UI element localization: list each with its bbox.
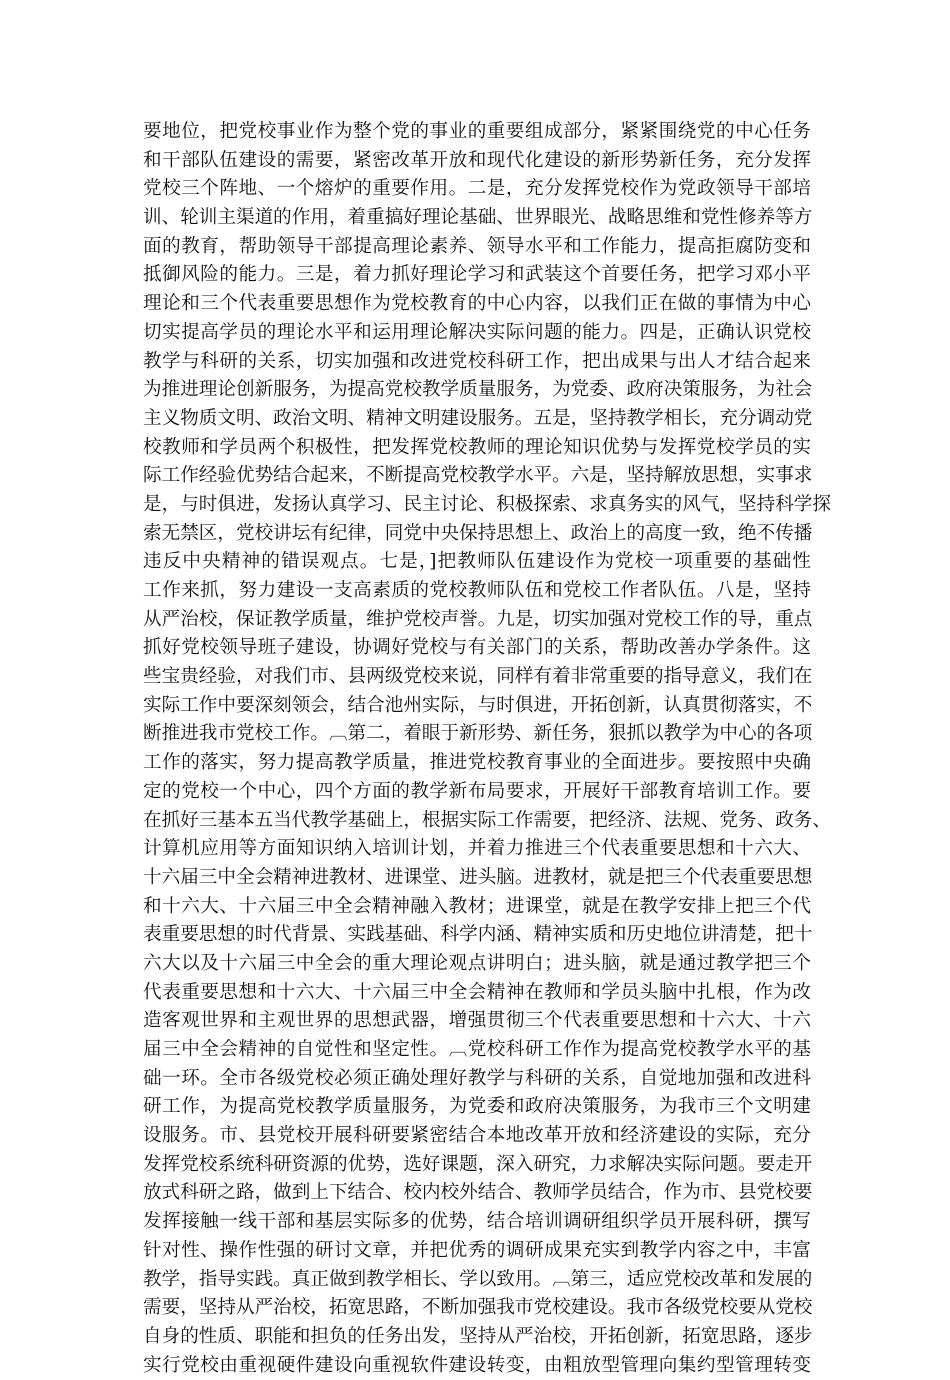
text-line: 实行党校由重视硬件建设向重视软件建设转变，由粗放型管理向集约型管理转变 (143, 1354, 811, 1376)
text-line: 教学，指导实践。真正做到教学相长、学以致用。︹第三，适应党校改革和发展的 (143, 1268, 813, 1290)
text-line: 际工作经验优势结合起来，不断提高党校教学水平。六是，坚持解放思想，实事求 (143, 465, 813, 487)
text-line: 届三中全会精神的自觉性和坚定性。︹党校科研工作作为提高党校教学水平的基 (143, 1039, 811, 1060)
text-line: 党校三个阵地、一个熔炉的重要作用。二是，充分发挥党校作为党政领导干部培 (143, 178, 811, 200)
text-line: 工作来抓，努力建设一支高素质的党校教师队伍和党校工作者队伍。八是，坚持 (143, 580, 811, 601)
body-text (143, 118, 831, 1380)
text-line: 针对性、操作性强的研讨文章，并把优秀的调研成果充实到教学内容之中，丰富 (143, 1239, 811, 1261)
text-line: 教学与科研的关系，切实加强和改进党校科研工作，把出成果与出人才结合起来 (143, 350, 811, 372)
text-line: 要地位，把党校事业作为整个党的事业的重要组成部分，紧紧围绕党的中心任务 (143, 121, 811, 142)
text-line: 抵御风险的能力。三是，着力抓好理论学习和武装这个首要任务，把学习邓小平 (143, 264, 811, 286)
text-line: 自身的性质、职能和担负的任务出发，坚持从严治校，开拓创新，拓宽思路，逐步 (143, 1325, 813, 1347)
text-line: 放式科研之路，做到上下结合、校内校外结合、教师学员结合，作为市、县党校要 (143, 1182, 813, 1204)
text-line: 校教师和学员两个积极性，把发挥党校教师的理论知识优势与发挥党校学员的实 (143, 436, 811, 458)
text-line: 定的党校一个中心，四个方面的教学新布局要求，开展好干部教育培训工作。要 (143, 780, 811, 802)
text-line: 计算机应用等方面知识纳入培训计划，并着力推进三个代表重要思想和十六大、 (143, 838, 811, 860)
text-line: 需要，坚持从严治校，拓宽思路，不断加强我市党校建设。我市各级党校要从党校 (143, 1297, 813, 1319)
text-line: 发挥党校系统科研资源的优势，选好课题，深入研究，力求解决实际问题。要走开 (143, 1153, 813, 1175)
text-line: 训、轮训主渠道的作用，着重搞好理论基础、世界眼光、战略思维和党性修养等方 (143, 207, 813, 229)
text-line: 研工作，为提高党校教学质量服务，为党委和政府决策服务，为我市三个文明建 (143, 1096, 811, 1118)
text-line: 面的教育，帮助领导干部提高理论素养、领导水平和工作能力，提高拒腐防变和 (143, 235, 811, 257)
text-line: 设服务。市、县党校开展科研要紧密结合本地改革开放和经济建设的实际，充分 (143, 1125, 811, 1147)
text-line: 表重要思想的时代背景、实践基础、科学内涵、精神实质和历史地位讲清楚，把十 (143, 924, 813, 946)
text-line: 造客观世界和主观世界的思想武器，增强贯彻三个代表重要思想和十六大、十六 (143, 1010, 811, 1032)
text-line: 在抓好三基本五当代教学基础上，根据实际工作需要，把经济、法规、党务、政务、 (143, 809, 831, 831)
text-line: 理论和三个代表重要思想作为党校教育的中心内容，以我们正在做的事情为中心 (143, 293, 811, 315)
text-line: 实际工作中要深刻领会，结合池州实际，与时俱进，开拓创新，认真贯彻落实，不 (143, 694, 813, 716)
text-line: 六大以及十六届三中全会的重大理论观点讲明白；进头脑，就是通过教学把三个 (143, 952, 811, 974)
text-line: 发挥接触一线干部和基层实际多的优势，结合培训调研组织学员开展科研，撰写 (143, 1211, 811, 1233)
text-line: 断推进我市党校工作。︹第二，着眼于新形势、新任务，狠抓以教学为中心的各项 (143, 723, 813, 745)
text-line: 十六届三中全会精神进教材、进课堂、进头脑。进教材，就是把三个代表重要思想 (143, 866, 813, 888)
text-line: 是，与时俱进，发扬认真学习、民主讨论、积极探索、求真务实的风气，坚持科学探 (143, 493, 831, 515)
text-line: 和十六大、十六届三中全会精神融入教材；进课堂，就是在教学安排上把三个代 (143, 895, 811, 917)
text-line: 违反中央精神的错误观点。七是，]把教师队伍建设作为党校一项重要的基础性 (143, 551, 811, 573)
text-line: 础一环。全市各级党校必须正确处理好教学与科研的关系，自觉地加强和改进科 (143, 1067, 811, 1089)
text-line: 和干部队伍建设的需要，紧密改革开放和现代化建设的新形势新任务，充分发挥 (143, 149, 811, 171)
text-line: 代表重要思想和十六大、十六届三中全会精神在教师和学员头脑中扎根，作为改 (143, 981, 811, 1003)
text-line: 索无禁区，党校讲坛有纪律，同党中央保持思想上、政治上的高度一致，绝不传播 (143, 522, 813, 544)
text-line: 工作的落实，努力提高教学质量，推进党校教育事业的全面进步。要按照中央确 (143, 752, 811, 774)
text-line: 主义物质文明、政治文明、精神文明建设服务。五是，坚持教学相长，充分调动党 (143, 407, 813, 429)
text-line: 为推进理论创新服务，为提高党校教学质量服务，为党委、政府决策服务，为社会 (143, 379, 813, 401)
text-line: 抓好党校领导班子建设，协调好党校与有关部门的关系，帮助改善办学条件。这 (143, 637, 811, 659)
text-line: 些宝贵经验，对我们市、县两级党校来说，同样有着非常重要的指导意义，我们在 (143, 666, 813, 688)
text-line: 从严治校，保证教学质量，维护党校声誉。九是，切实加强对党校工作的导，重点 (143, 608, 813, 630)
text-line: 切实提高学员的理论水平和运用理论解决实际问题的能力。四是，正确认识党校 (143, 321, 811, 343)
